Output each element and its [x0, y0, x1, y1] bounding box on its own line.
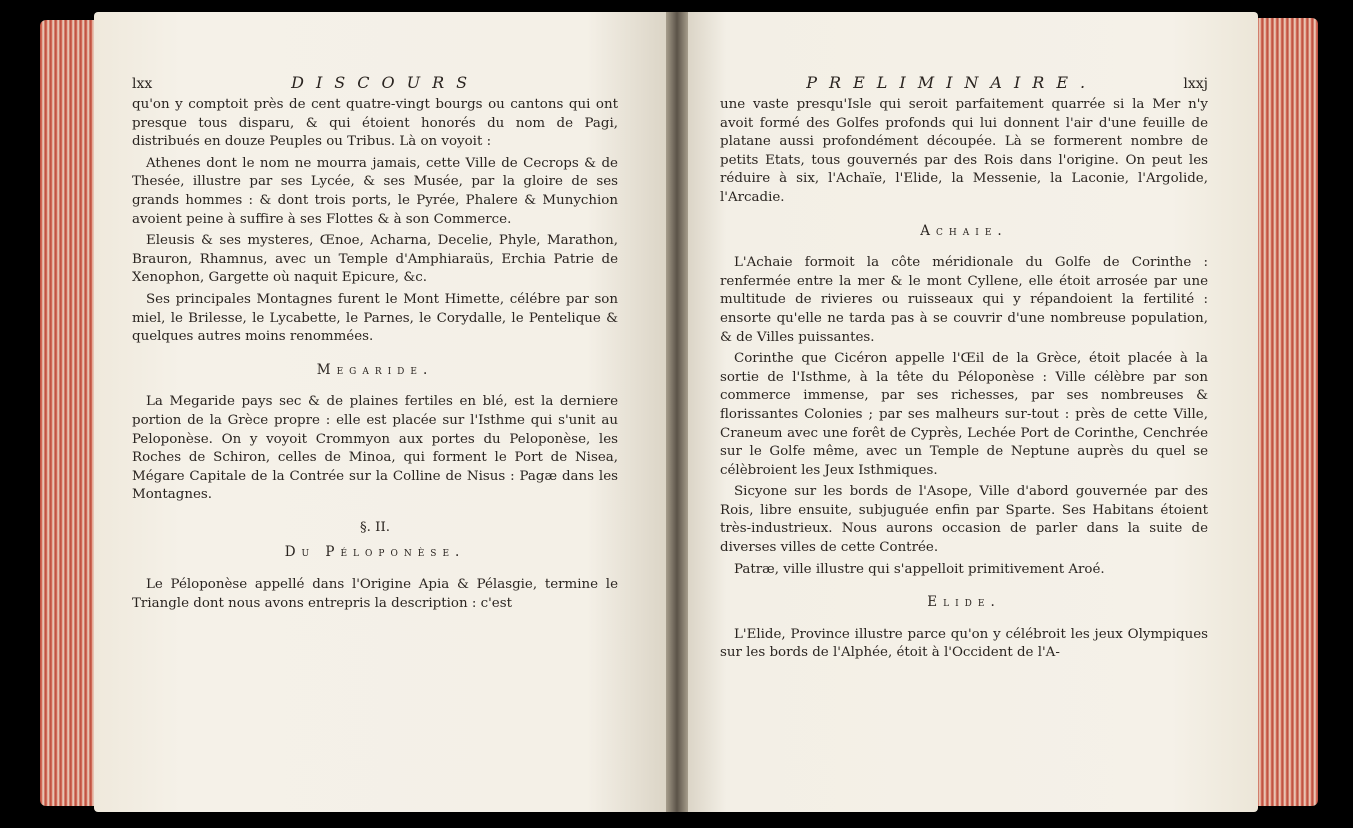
left-page-text [132, 74, 618, 616]
paragraph: Ses principales Montagnes furent le Mont Himette, célébre par son miel, le Brilesse, le Lycabette, le Parnes, le Corydalle, le Pentelique & quelques autres moins renommées. [132, 291, 618, 345]
section-heading-elide: Elide. [927, 594, 1001, 611]
paragraph: L'Achaie formoit la côte méridionale du Golfe de Corinthe : renfermée entre la mer & le mont Cyllene, elle étoit arrosée par une multitude de rivieres ou ruisseaux qui y répandoient la fertilité : ensorte qu'elle ne tarda pas à se couvrir d'une nombreuse population, & de Villes puissantes. [720, 255, 1208, 345]
paragraph: L'Elide, Province illustre parce qu'on y célébroit les jeux Olympiques sur les bords de l'Alphée, étoit à l'Occident de l'A- [720, 626, 1208, 661]
paragraph: Corinthe que Cicéron appelle l'Œil de la Grèce, étoit placée à la sortie de l'Isthme, à la tête du Péloponèse : Ville célèbre par son commerce immense, par ses richesses, par ses nombreuses & florissantes Colonies ; par ses malheurs sur-tout : près de cette Ville, Craneum avec une forêt de Cyprès, Lechée Port de Corinthe, Cenchrée sur le Golfe même, avec un Temple de Neptune auprès du quel se célèbroient les Jeux Isthmiques. [720, 351, 1208, 478]
right-page-edges [1258, 18, 1318, 806]
right-running-head [720, 74, 1208, 96]
paragraph: une vaste presqu'Isle qui seroit parfaitement quarrée si la Mer n'y avoit formé des Golfes profonds qui lui donnent l'air d'une feuille de platane aussi profondément découpée. Là se formerent nombre de petits Etats, tous gouvernés par des Rois dans l'origine. On peut les réduire à six, l'Achaïe, l'Elide, la Messenie, la Laconie, l'Argolide, l'Arcadie. [720, 97, 1208, 205]
left-running-title: DISCOURS [291, 73, 480, 92]
paragraph: Sicyone sur les bords de l'Asope, Ville d'abord gouvernée par des Rois, libre ensuite, subjuguée enfin par Sparte. Ses Habitans étoient très-industrieux. Nous aurons occasion de parler dans la suite de diverses villes de cette Contrée. [720, 484, 1208, 556]
paragraph: Eleusis & ses mysteres, Œnoe, Acharna, Decelie, Phyle, Marathon, Brauron, Rhamnus, avec un Temple d'Amphiaraüs, Erchia Patrie de Xenophon, Gargette où naquit Epicure, &c. [132, 233, 618, 286]
right-running-title: PRELIMINAIRE. [806, 73, 1098, 92]
left-running-head [132, 74, 618, 96]
left-page-edges [40, 20, 102, 806]
paragraph: La Megaride pays sec & de plaines fertiles en blé, est la derniere portion de la Grèce propre : elle est placée sur l'Isthme qui s'unit au Peloponèse. On y voyoit Crommyon aux portes du Peloponèse, les Roches de Schiron, celles de Minoa, qui forment le Port de Nisea, Mégare Capitale de la Contrée sur la Colline de Nisus : Pagæ dans les Montagnes. [132, 394, 618, 503]
paragraph: Le Péloponèse appellé dans l'Origine Apia & Pélasgie, termine le Triangle dont nous avons entrepris la description : c'est [132, 577, 618, 611]
section-heading-megaride: Megaride. [316, 361, 434, 378]
section-number: §. II. [359, 519, 391, 535]
right-page-text [720, 74, 1208, 666]
right-page-number: lxxj [1183, 76, 1208, 92]
section-heading-achaie: Achaie. [920, 222, 1008, 239]
section-heading-peloponese: Du Péloponèse. [284, 544, 466, 561]
book-gutter [666, 12, 688, 812]
left-page-number: lxx [132, 76, 153, 92]
paragraph: Patræ, ville illustre qui s'appelloit primitivement Aroé. [734, 561, 1105, 577]
paragraph: Athenes dont le nom ne mourra jamais, cette Ville de Cecrops & de Thesée, illustre par ses Lycée, & ses Musée, par la gloire de ses grands hommes : & dont trois ports, le Pyrée, Phalere & Munychion avoient peine à suffire à ses Flottes & à son Commerce. [132, 155, 618, 227]
paragraph: qu'on y comptoit près de cent quatre-vingt bourgs ou cantons qui ont presque tous disparu, & qui étoient honorés du nom de Pagi, distribués en douze Peuples ou Tribus. Là on voyoit : [132, 97, 618, 150]
